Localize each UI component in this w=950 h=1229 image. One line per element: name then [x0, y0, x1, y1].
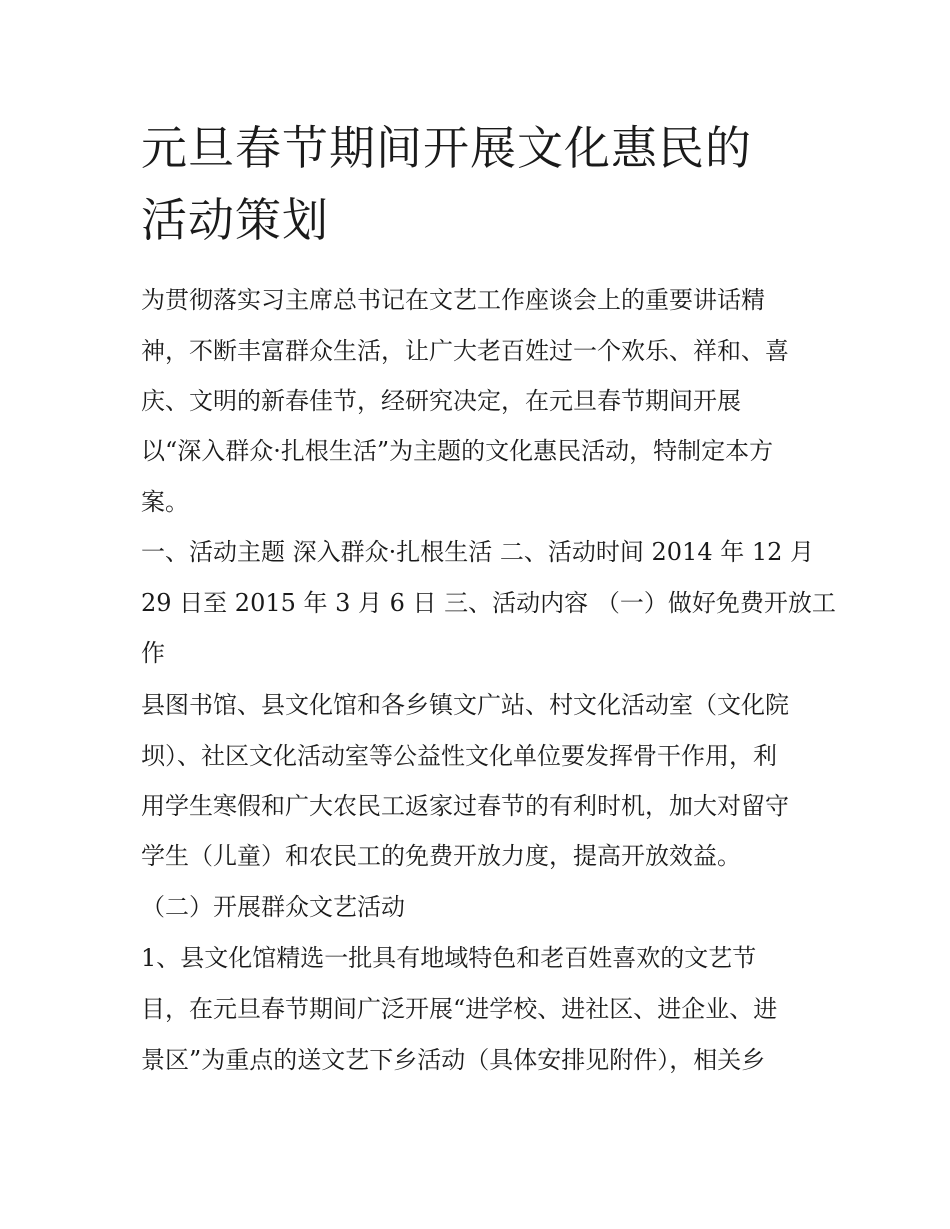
- body-line: 景区”为重点的送文艺下乡活动（具体安排见附件），相关乡: [141, 1046, 766, 1074]
- body-line: 用学生寒假和广大农民工返家过春节的有利时机，加大对留守: [141, 792, 789, 820]
- body-line: 作: [141, 639, 165, 667]
- body-line: 庆、文明的新春佳节，经研究决定，在元旦春节期间开展: [141, 387, 741, 415]
- body-line: 1、县文化馆精选一批具有地域特色和老百姓喜欢的文艺节: [141, 944, 757, 972]
- body-line: 29 日至 2015 年 3 月 6 日 三、活动内容 （一）做好免费开放工: [141, 589, 836, 617]
- section-heading: （二）开展群众文艺活动: [141, 893, 405, 921]
- body-line: 以“深入群众·扎根生活”为主题的文化惠民活动，特制定本方: [141, 437, 774, 465]
- body-line: 学生（儿童）和农民工的免费开放力度，提高开放效益。: [141, 842, 741, 870]
- body-line: 神，不断丰富群众生活，让广大老百姓过一个欢乐、祥和、喜: [141, 337, 789, 365]
- title-line: 活动策划: [141, 193, 329, 247]
- document-title: [141, 112, 831, 256]
- body-line: 坝）、社区文化活动室等公益性文化单位要发挥骨干作用，利: [141, 742, 777, 770]
- title-line: 元旦春节期间开展文化惠民的: [141, 121, 752, 175]
- body-line: 目，在元旦春节期间广泛开展“进学校、进社区、进企业、进: [141, 995, 778, 1023]
- body-line: 案。: [141, 488, 189, 516]
- body-line: 县图书馆、县文化馆和各乡镇文广站、村文化活动室（文化院: [141, 691, 789, 719]
- body-line: 一、活动主题 深入群众·扎根生活 二、活动时间 2014 年 12 月: [141, 538, 815, 566]
- body-line: 为贯彻落实习主席总书记在文艺工作座谈会上的重要讲话精: [141, 286, 765, 314]
